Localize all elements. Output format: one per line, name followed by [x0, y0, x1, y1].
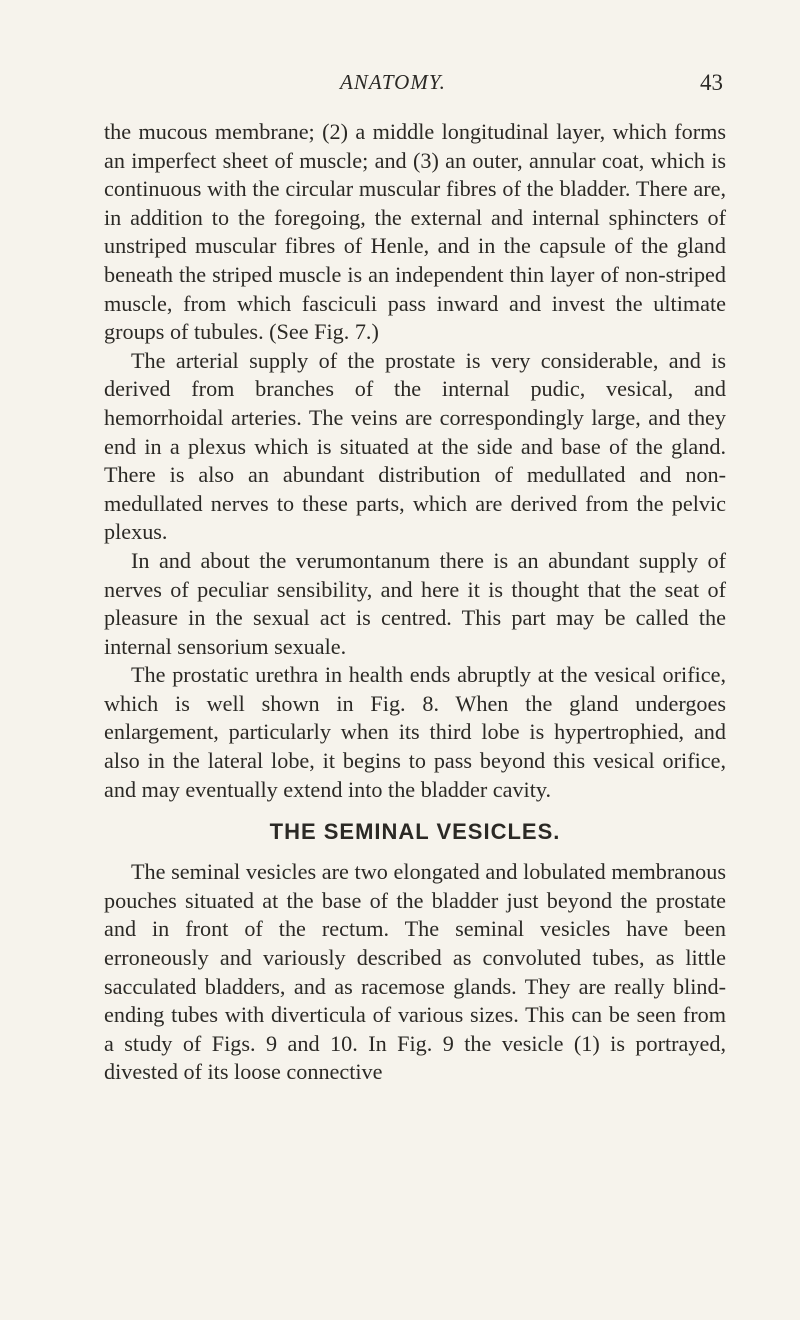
running-title: ANATOMY. [340, 70, 446, 94]
running-head [0, 70, 800, 100]
section-heading: THE SEMINAL VESICLES. [269, 819, 561, 845]
paragraph-verumontanum: In and about the verumontanum there is an abundant supply of nerves of peculiar sensibility, and here it is thought that the seat of pleasure in the sexual act is centred. This part may be called the internal sensorium sexuale. [104, 547, 726, 659]
paragraph-prostatic-urethra: The prostatic urethra in health ends abruptly at the vesical orifice, which is well shown in Fig. 8. When the gland undergoes enlargement, particularly when its third lobe is hypertrophied, and also in the lateral lobe, it begins to pass beyond this vesical orifice, and may eventually extend into the bladder cavity. [104, 662, 726, 802]
paragraph-arterial-supply: The arterial supply of the prostate is very considerable, and is derived from branches of the internal pudic, vesical, and hemorrhoidal arteries. The veins are correspondingly large, and they end in a plexus which is situated at the side and base of the gland. There is also an abundant distribution of medullated and non-medullated nerves to these parts, which are derived from the pelvic plexus. [104, 347, 726, 545]
paragraph-seminal-vesicles: The seminal vesicles are two elongated and lobulated membranous pouches situated at the base of the bladder just beyond the prostate and in front of the rectum. The seminal vesicles have been erroneously and variously described as convoluted tubes, as little sacculated bladders, and as racemose glands. They are really blind-ending tubes with diverticula of various sizes. This can be seen from a study of Figs. 9 and 10. In Fig. 9 the vesicle (1) is portrayed, divested of its loose connective [104, 859, 726, 1085]
paragraph-muscular-coats: the mucous membrane; (2) a middle longitudinal layer, which forms an imperfect sheet of muscle; and (3) an outer, annular coat, which is continuous with the circular muscular fibres of the bladder. There are, in addition to the foregoing, the external and internal sphincters of unstriped muscular fibres of Henle, and in the capsule of the gland beneath the striped muscle is an independent thin layer of non-striped muscle, from which fasciculi pass inward and invest the ultimate groups of tubules. (See Fig. 7.) [104, 119, 726, 345]
page-number: 43 [700, 70, 723, 95]
body-text [104, 118, 726, 1087]
